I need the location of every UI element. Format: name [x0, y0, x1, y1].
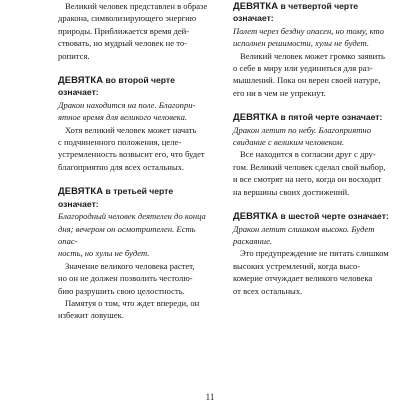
oracle-line-6: Дракон летит слишком высоко. Будет раскаяние. [233, 223, 375, 246]
heading-line-3-caps: ДЕВЯТКА [58, 185, 104, 197]
heading-line-2-rest: во второй черте означает: [58, 75, 175, 98]
heading-line-2 [58, 74, 216, 99]
comment-line-3-b: Памятуя о том, что ждет впереди, он избежит ловушек. [58, 297, 200, 321]
left-column [58, 0, 216, 322]
intro-paragraph: Великий человек представлен в образе дракона, символизирующего энергию природы. Приближается время дей- ствовать, но мудрый человек не то- ропится. [58, 1, 208, 61]
oracle-line-4: Полет через бездну опасен, но тому, кто исполнен решимости, хулы не будет. [233, 25, 384, 49]
heading-line-5-caps: ДЕВЯТКА [233, 111, 279, 123]
comment-line-2: Хотя великий человек может начать с подчиненного положения, целе- устремленность возвысит его, что будет благоприятно для всех остальных. [58, 124, 205, 172]
oracle-line-2: Дракон находится на поле. Благопри- ятное время для великого человека. [58, 99, 196, 123]
heading-line-6-rest: в шестой черте означает: [278, 211, 389, 222]
heading-line-5 [233, 111, 391, 123]
heading-line-6 [233, 210, 391, 222]
heading-line-5-rest: в пятой черте означает: [278, 112, 383, 123]
oracle-line-3: Благородный человек деятелен до конца дня; вечером он осмотрителен. Есть опас- ность, но хулы не будет. [58, 211, 206, 259]
comment-line-5: Все находится в согласии друг с дру- гом. Великий человек сделал свой выбор, и все смотрят на него, когда он восходит на вершины своих достижений. [233, 149, 386, 197]
heading-line-4-rest: в четвертой черте означает: [233, 1, 359, 24]
comment-line-3-a: Значение великого человека растет, но он не должен позволить честолю- бию разрушить свою целостность. [58, 260, 195, 296]
heading-line-6-caps: ДЕВЯТКА [233, 210, 279, 222]
heading-line-4-caps: ДЕВЯТКА [233, 0, 279, 11]
heading-line-3-rest: в третьей черте означает: [58, 186, 174, 209]
right-column [233, 0, 391, 297]
heading-line-2-caps: ДЕВЯТКА [58, 74, 104, 86]
heading-line-3 [58, 185, 216, 210]
comment-line-6: Это предупреждение не питать слишком высоких устремлений, когда высо- комерие отчуждает великого человека от всех остальных. [233, 248, 389, 296]
heading-line-4 [233, 0, 391, 25]
page-number: 11 [205, 392, 215, 402]
comment-line-4: Великий человек может громко заявить о себе в миру или уединиться для раз- мышлений. Пока он верен своей натуре, его ни в чем не упрекнут. [233, 50, 385, 98]
oracle-line-5: Дракон летит по небу. Благоприятно свидание с великим человеком. [233, 124, 371, 148]
